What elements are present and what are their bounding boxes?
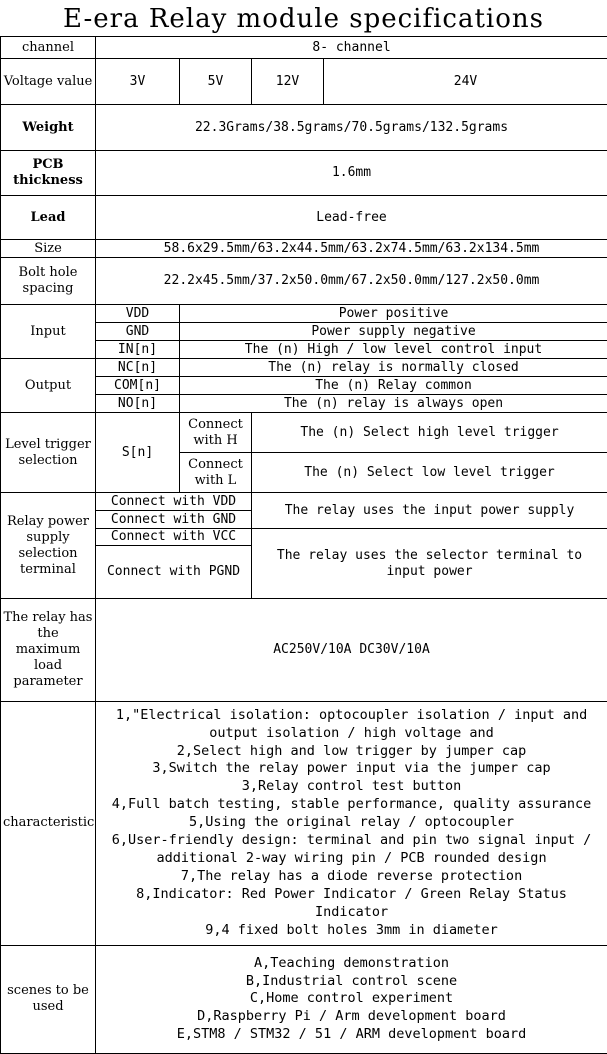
trigger-desc: The (n) Select high level trigger bbox=[252, 413, 607, 453]
voltage-label: Voltage value bbox=[1, 59, 96, 105]
size-label: Size bbox=[1, 240, 96, 258]
list-item: 6,User-friendly design: terminal and pin two signal input / additional 2-way wiring pin / PCB rounded design bbox=[111, 832, 592, 866]
row-size bbox=[1, 240, 607, 258]
row-weight bbox=[1, 105, 607, 151]
trigger-label: Level trigger selection bbox=[1, 413, 96, 493]
input-desc: Power positive bbox=[180, 305, 607, 323]
output-pin: COM[n] bbox=[96, 377, 180, 395]
relay-power-desc: The relay uses the selector terminal to input power bbox=[252, 529, 607, 599]
output-desc: The (n) relay is normally closed bbox=[180, 359, 607, 377]
input-pin: IN[n] bbox=[96, 341, 180, 359]
row-scenes bbox=[1, 945, 607, 1053]
max-load-value: AC250V/10A DC30V/10A bbox=[96, 599, 607, 701]
list-item: 5,Using the original relay / optocoupler bbox=[188, 814, 515, 831]
row-voltage bbox=[1, 59, 607, 105]
input-pin: VDD bbox=[96, 305, 180, 323]
row-characteristic bbox=[1, 701, 607, 945]
pcb-value: 1.6mm bbox=[96, 151, 607, 196]
list-item: 3,Switch the relay power input via the jumper cap bbox=[152, 760, 551, 777]
output-pin: NC[n] bbox=[96, 359, 180, 377]
scenes-label: scenes to be used bbox=[1, 945, 96, 1053]
voltage-value: 5V bbox=[180, 59, 252, 105]
list-item: 9,4 fixed bolt holes 3mm in diameter bbox=[205, 921, 498, 938]
voltage-value: 12V bbox=[252, 59, 324, 105]
row-relay-power bbox=[1, 493, 607, 511]
output-pin: NO[n] bbox=[96, 395, 180, 413]
row-input bbox=[1, 305, 607, 323]
list-item: 2,Select high and low trigger by jumper cap bbox=[176, 742, 527, 759]
channel-label: channel bbox=[1, 37, 96, 59]
trigger-connect: Connect with H bbox=[180, 413, 252, 453]
bolt-label: Bolt hole spacing bbox=[1, 258, 96, 305]
list-item: D,Raspberry Pi / Arm development board bbox=[197, 1008, 506, 1025]
relay-power-connect: Connect with VDD bbox=[96, 493, 252, 511]
relay-power-connect: Connect with PGND bbox=[96, 546, 252, 599]
relay-power-connect: Connect with GND bbox=[96, 511, 252, 529]
row-bolt bbox=[1, 258, 607, 305]
lead-value: Lead-free bbox=[96, 196, 607, 240]
voltage-value: 3V bbox=[96, 59, 180, 105]
input-label: Input bbox=[1, 305, 96, 359]
list-item: E,STM8 / STM32 / 51 / ARM development board bbox=[176, 1026, 527, 1043]
input-pin: GND bbox=[96, 323, 180, 341]
row-lead bbox=[1, 196, 607, 240]
trigger-connect: Connect with L bbox=[180, 453, 252, 493]
characteristic-label: characteristic bbox=[1, 701, 96, 945]
size-value: 58.6x29.5mm/63.2x44.5mm/63.2x74.5mm/63.2x134.5mm bbox=[96, 240, 607, 258]
list-item: 1,"Electrical isolation: optocoupler isolation / input and output isolation / high voltage and bbox=[115, 706, 588, 741]
trigger-pin: S[n] bbox=[96, 413, 180, 493]
relay-power-label: Relay power supply selection terminal bbox=[1, 493, 96, 599]
input-desc: The (n) High / low level control input bbox=[180, 341, 607, 359]
list-item: C,Home control experiment bbox=[249, 990, 454, 1007]
row-max-load bbox=[1, 599, 607, 701]
lead-label: Lead bbox=[1, 196, 96, 240]
weight-value: 22.3Grams/38.5grams/70.5grams/132.5grams bbox=[96, 105, 607, 151]
scenes-list bbox=[96, 945, 607, 1053]
output-desc: The (n) Relay common bbox=[180, 377, 607, 395]
input-desc: Power supply negative bbox=[180, 323, 607, 341]
voltage-value: 24V bbox=[324, 59, 607, 105]
output-desc: The (n) relay is always open bbox=[180, 395, 607, 413]
list-item: 8,Indicator: Red Power Indicator / Green Relay Status Indicator bbox=[136, 885, 567, 920]
row-channel bbox=[1, 37, 607, 59]
list-item: A,Teaching demonstration bbox=[253, 954, 450, 971]
bolt-value: 22.2x45.5mm/37.2x50.0mm/67.2x50.0mm/127.2x50.0mm bbox=[96, 258, 607, 305]
row-trigger bbox=[1, 413, 607, 453]
row-pcb bbox=[1, 151, 607, 196]
weight-label: Weight bbox=[1, 105, 96, 151]
spec-table bbox=[0, 36, 607, 1054]
max-load-label: The relay has the maximum load parameter bbox=[1, 599, 96, 701]
characteristic-list bbox=[96, 701, 607, 945]
channel-value: 8- channel bbox=[96, 37, 607, 59]
list-item: 3,Relay control test button bbox=[241, 778, 462, 795]
relay-power-desc: The relay uses the input power supply bbox=[252, 493, 607, 529]
row-output bbox=[1, 359, 607, 377]
relay-power-connect: Connect with VCC bbox=[96, 529, 252, 546]
list-item: 4,Full batch testing, stable performance, quality assurance bbox=[111, 796, 592, 813]
page-title: E-era Relay module specifications bbox=[63, 4, 544, 34]
list-item: 7,The relay has a diode reverse protection bbox=[180, 867, 523, 884]
output-label: Output bbox=[1, 359, 96, 413]
trigger-desc: The (n) Select low level trigger bbox=[252, 453, 607, 493]
list-item: B,Industrial control scene bbox=[245, 972, 458, 989]
pcb-label: PCB thickness bbox=[1, 151, 96, 196]
